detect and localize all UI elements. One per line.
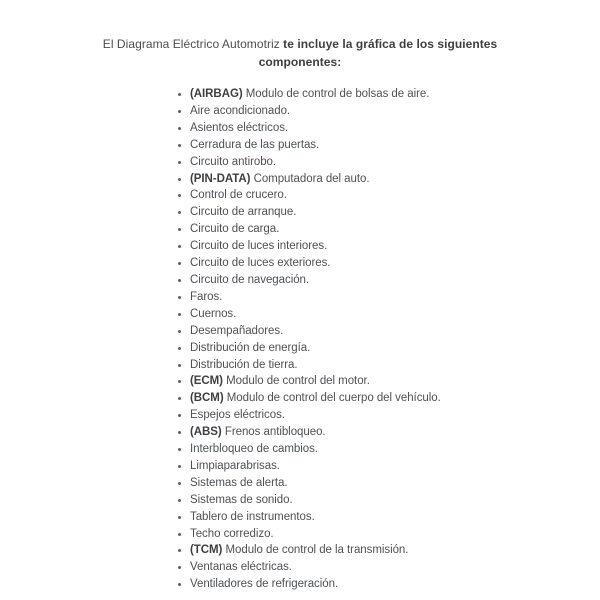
item-text: Frenos antibloqueo.	[224, 426, 326, 439]
item-text: Modulo de control del cuerpo del vehículo.	[226, 392, 441, 405]
item-text: Circuito antirobo.	[190, 155, 277, 168]
list-item	[190, 576, 600, 593]
component-list	[0, 86, 600, 593]
list-item	[190, 407, 600, 424]
item-text: Ventanas eléctricas.	[190, 561, 292, 574]
item-text: Circuito de luces exteriores.	[190, 257, 331, 270]
item-text: Faros.	[190, 290, 223, 303]
item-text: Computadora del auto.	[253, 172, 370, 185]
item-text: Espejos eléctricos.	[190, 409, 285, 422]
list-item	[190, 289, 600, 306]
list-item	[190, 526, 600, 543]
item-prefix: (ECM)	[190, 375, 223, 388]
list-item	[190, 103, 600, 120]
item-text: Distribución de energía.	[190, 341, 311, 354]
list-item	[190, 357, 600, 374]
item-text: Circuito de luces interiores.	[190, 240, 328, 253]
list-item	[190, 424, 600, 441]
item-text: Distribución de tierra.	[190, 358, 298, 371]
item-text: Cuernos.	[190, 307, 237, 320]
item-prefix: (TCM)	[190, 544, 223, 557]
title-regular: El Diagrama Eléctrico Automotriz	[102, 37, 280, 51]
list-item	[190, 441, 600, 458]
list-item	[190, 221, 600, 238]
item-text: Asientos eléctricos.	[190, 121, 289, 134]
list-item	[190, 492, 600, 509]
item-text: Sistemas de alerta.	[190, 476, 288, 489]
list-item	[190, 559, 600, 576]
item-prefix: (BCM)	[190, 392, 224, 405]
title-bold-line2: componentes:	[258, 54, 342, 69]
list-item	[190, 475, 600, 492]
list-item	[190, 509, 600, 526]
title-bold-line1: te incluye la gráfica de los siguientes	[283, 37, 498, 51]
item-prefix: (ABS)	[190, 426, 222, 439]
list-item	[190, 255, 600, 272]
list-item	[190, 187, 600, 204]
item-text: Limpiaparabrisas.	[190, 459, 280, 472]
item-text: Sistemas de sonido.	[190, 493, 293, 506]
list-item	[190, 458, 600, 475]
list-item	[190, 204, 600, 221]
item-text: Desempañadores.	[190, 324, 284, 337]
list-item	[190, 323, 600, 340]
item-prefix: (PIN-DATA)	[190, 172, 251, 185]
list-item	[190, 137, 600, 154]
list-item	[190, 340, 600, 357]
list-item	[190, 272, 600, 289]
item-text: Modulo de control de bolsas de aire.	[245, 88, 430, 100]
item-text: Circuito de carga.	[190, 223, 280, 236]
list-item	[190, 390, 600, 407]
list-item	[190, 238, 600, 255]
item-text: Tablero de instrumentos.	[190, 510, 315, 523]
item-text: Modulo de control de la transmisión.	[225, 544, 409, 557]
list-item	[190, 542, 600, 559]
list-item	[190, 86, 600, 103]
item-text: Ventiladores de refrigeración.	[190, 578, 339, 591]
item-text: Techo corredizo.	[190, 527, 274, 540]
list-item	[190, 306, 600, 323]
item-text: Cerradura de las puertas.	[190, 138, 320, 151]
item-text: Modulo de control del motor.	[226, 375, 370, 388]
item-text: Circuito de navegación.	[190, 273, 310, 286]
item-prefix: (AIRBAG)	[190, 88, 243, 100]
list-item	[190, 171, 600, 188]
list-item	[190, 120, 600, 137]
item-text: Circuito de arranque.	[190, 206, 297, 219]
item-text: Aire acondicionado.	[190, 104, 291, 117]
list-item	[190, 154, 600, 171]
list-item	[190, 373, 600, 390]
page-title	[0, 36, 600, 71]
item-text: Control de crucero.	[190, 189, 287, 202]
item-text: Interbloqueo de cambios.	[190, 443, 318, 456]
